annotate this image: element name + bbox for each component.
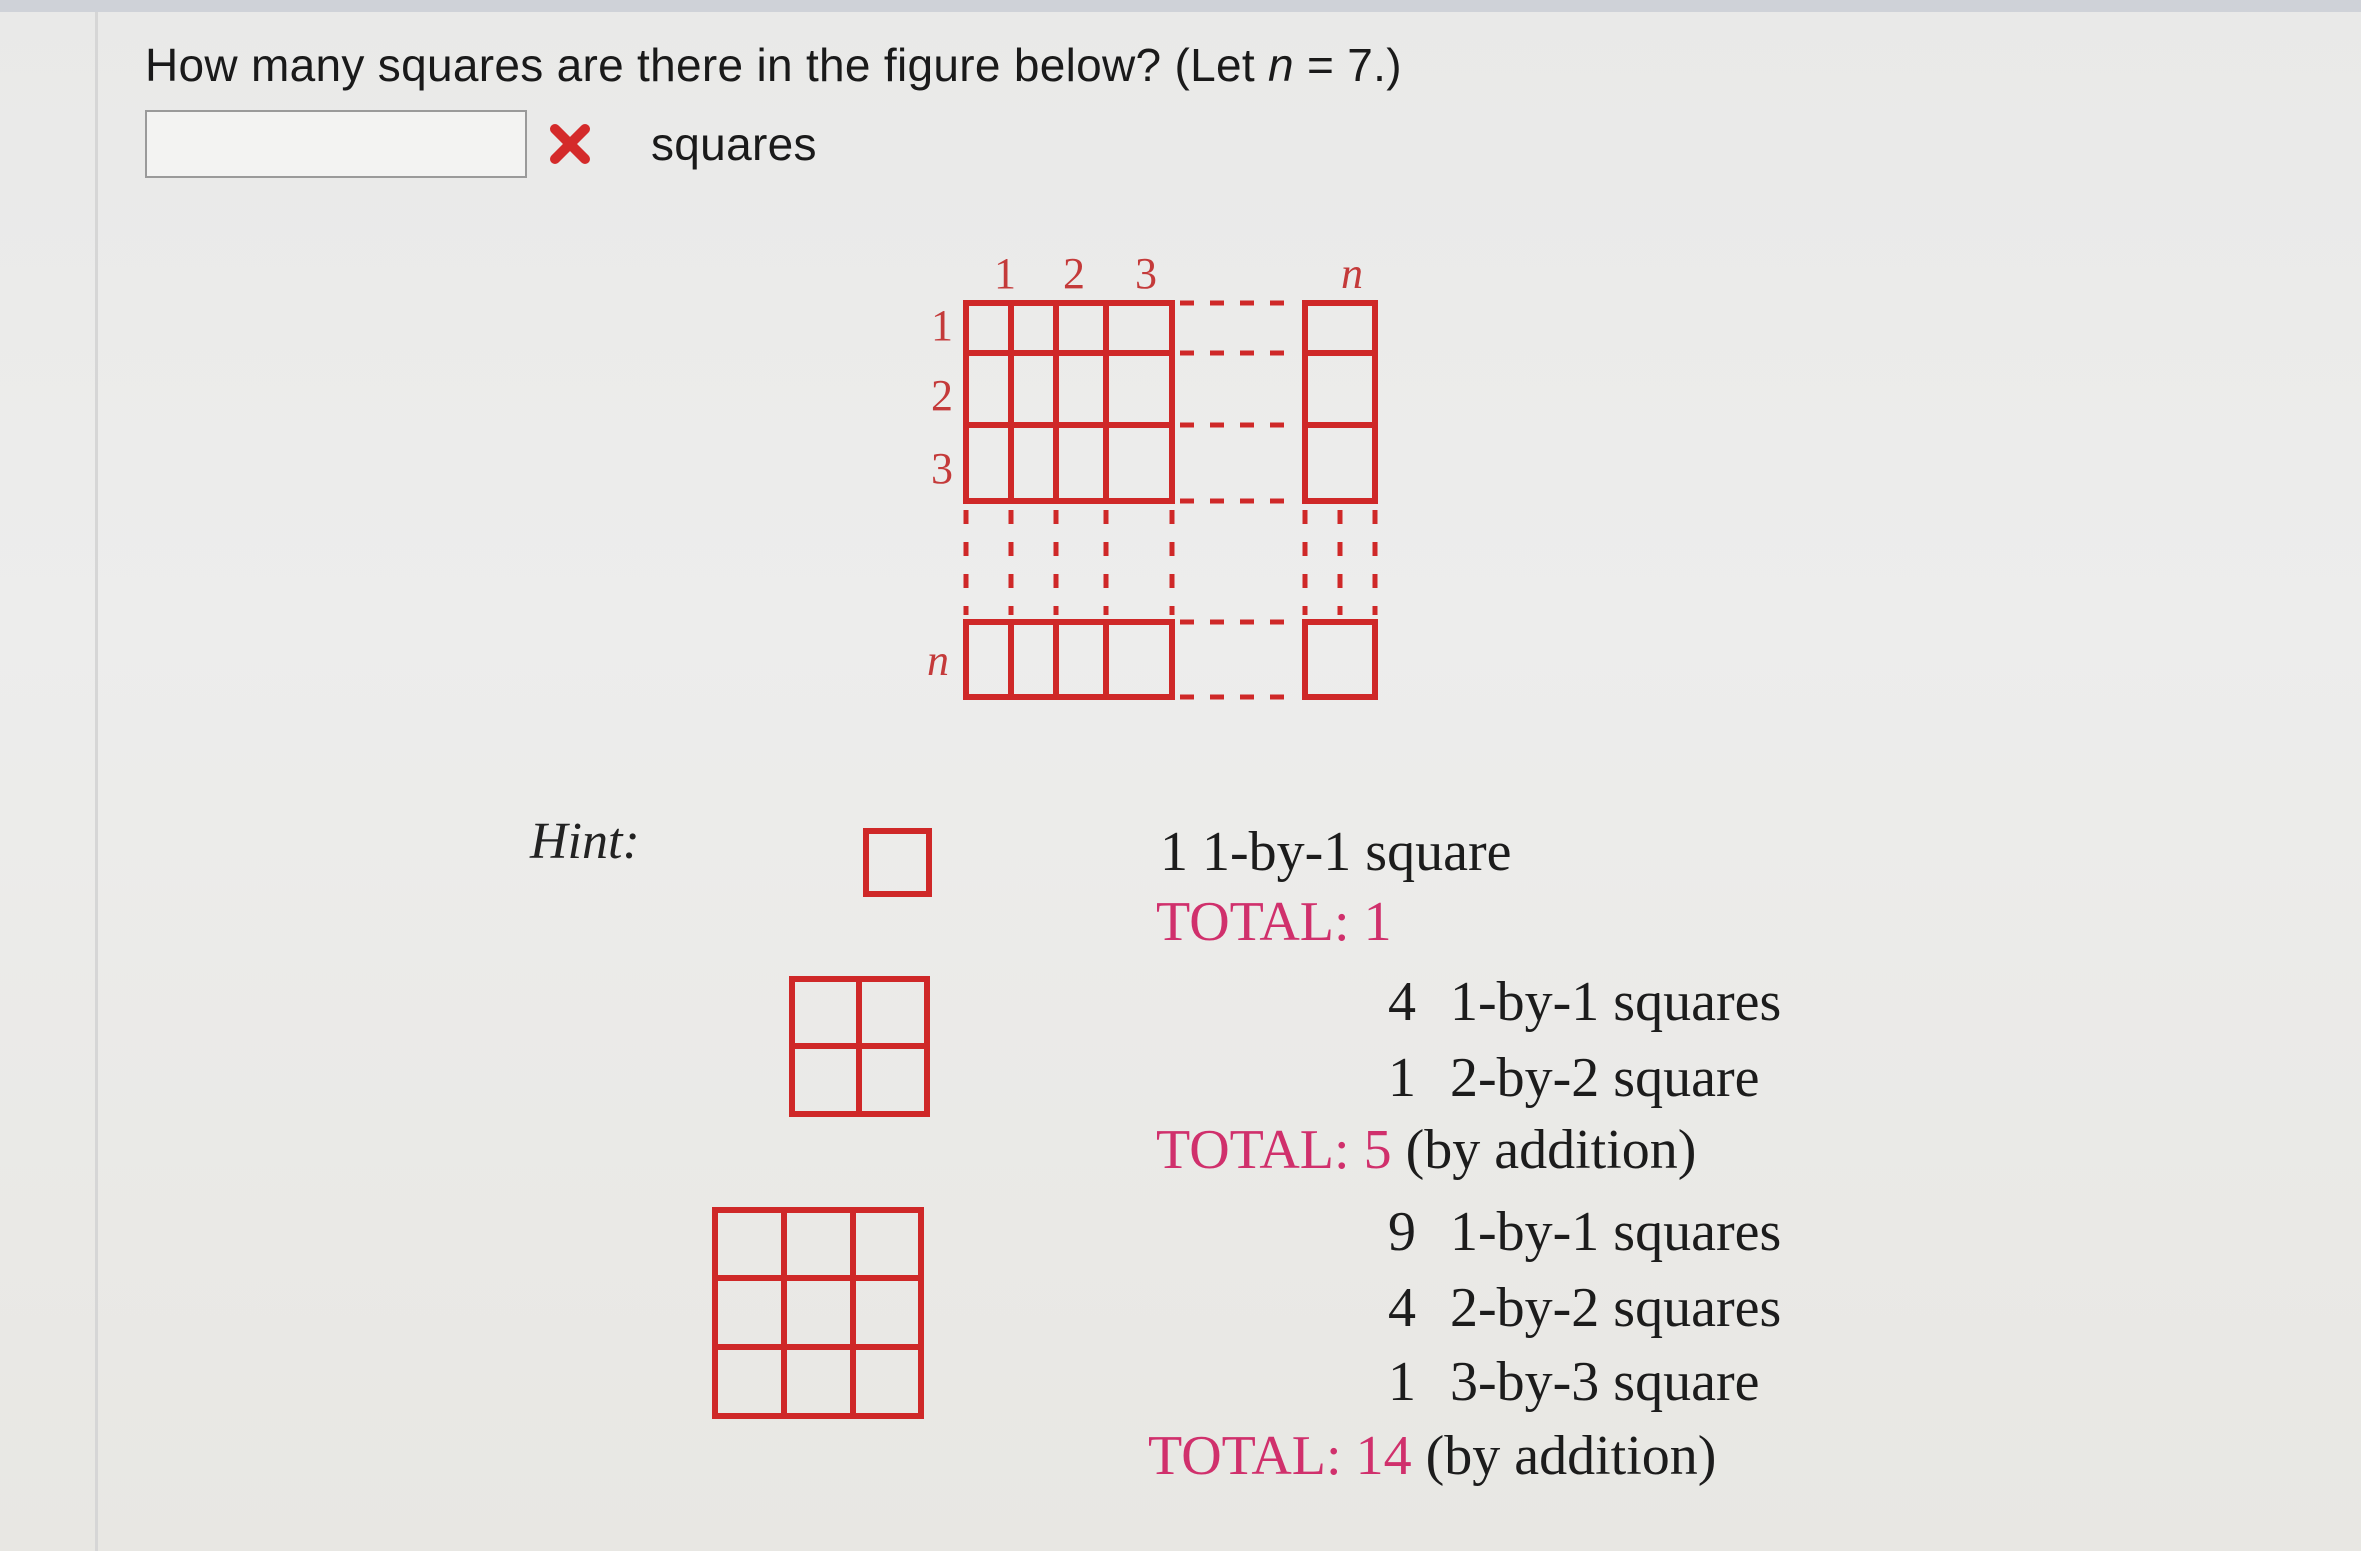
hint-total	[1156, 890, 1392, 954]
row-label-n: n	[927, 636, 949, 685]
hint-count: 4	[1388, 1277, 1416, 1339]
row-label: 3	[931, 444, 953, 493]
total-label: TOTAL:	[1156, 891, 1350, 953]
hint-row	[1376, 970, 1781, 1034]
total-value: 1	[1363, 891, 1392, 953]
grid-cell	[1056, 622, 1106, 697]
hint-row	[1160, 820, 1511, 884]
grid-cell	[966, 303, 1011, 353]
hint-row	[1376, 1200, 1781, 1264]
hint-row-text: 1-by-1 squares	[1450, 1201, 1782, 1263]
grid-cell	[1011, 303, 1056, 353]
column-label: 2	[1063, 249, 1085, 298]
grid-cell	[1106, 622, 1172, 697]
hint-count: 4	[1388, 971, 1416, 1033]
grid-cell	[1056, 353, 1106, 425]
hint-count: 9	[1388, 1201, 1416, 1263]
total-label: TOTAL:	[1148, 1425, 1342, 1487]
hint-total	[1156, 1118, 1696, 1182]
hint-count: 1	[1160, 821, 1188, 883]
hint-row-text: 2-by-2 squares	[1450, 1277, 1782, 1339]
grid-cell	[966, 622, 1011, 697]
horizontal-dashes	[1180, 303, 1298, 697]
hint-row	[1376, 1350, 1759, 1414]
hint-row-text: 1-by-1 squares	[1450, 971, 1782, 1033]
grid-cell	[1305, 303, 1375, 353]
total-value: 14	[1355, 1425, 1412, 1487]
grid-cell	[1106, 353, 1172, 425]
grid-cell	[1305, 622, 1375, 697]
question-text-before: How many squares are there in the figure below? (Let	[145, 39, 1269, 91]
grid-cell	[1106, 303, 1172, 353]
question-text-after: = 7.)	[1293, 39, 1402, 91]
hint-1x1-square	[866, 831, 929, 894]
total-suffix: (by addition)	[1425, 1425, 1717, 1487]
hint-label: Hint:	[530, 813, 640, 870]
column-label-n: n	[1341, 249, 1363, 298]
grid-cell	[1011, 622, 1056, 697]
hint-row-text: 3-by-3 square	[1450, 1351, 1760, 1413]
hint-row-text: 2-by-2 square	[1450, 1047, 1760, 1109]
column-label: 3	[1135, 249, 1157, 298]
vertical-dashes	[966, 510, 1375, 615]
hint-row	[1376, 1276, 1781, 1340]
grid-cell	[966, 425, 1011, 501]
grid-cell	[1106, 425, 1172, 501]
row-label: 1	[931, 301, 953, 350]
grid-cell	[1056, 303, 1106, 353]
answer-unit: squares	[651, 118, 817, 170]
total-value: 5	[1363, 1119, 1392, 1181]
grid-cell	[1305, 353, 1375, 425]
grid-cell	[1011, 425, 1056, 501]
question-variable: n	[1268, 39, 1294, 91]
row-label: 2	[931, 371, 953, 420]
hint-row	[1376, 1046, 1759, 1110]
grid-cell	[1305, 425, 1375, 501]
hint-count: 1	[1388, 1047, 1416, 1109]
hint-row-text: 1-by-1 square	[1202, 821, 1512, 883]
grid-cell	[966, 353, 1011, 425]
hint-2x2-grid	[792, 979, 927, 1114]
total-suffix: (by addition)	[1405, 1119, 1697, 1181]
total-label: TOTAL:	[1156, 1119, 1350, 1181]
hint-3x3-grid	[715, 1210, 921, 1416]
grid-cell	[1011, 353, 1056, 425]
hint-total	[1148, 1424, 1716, 1488]
grid-cell	[1056, 425, 1106, 501]
column-label: 1	[994, 249, 1016, 298]
hint-count: 1	[1388, 1351, 1416, 1413]
